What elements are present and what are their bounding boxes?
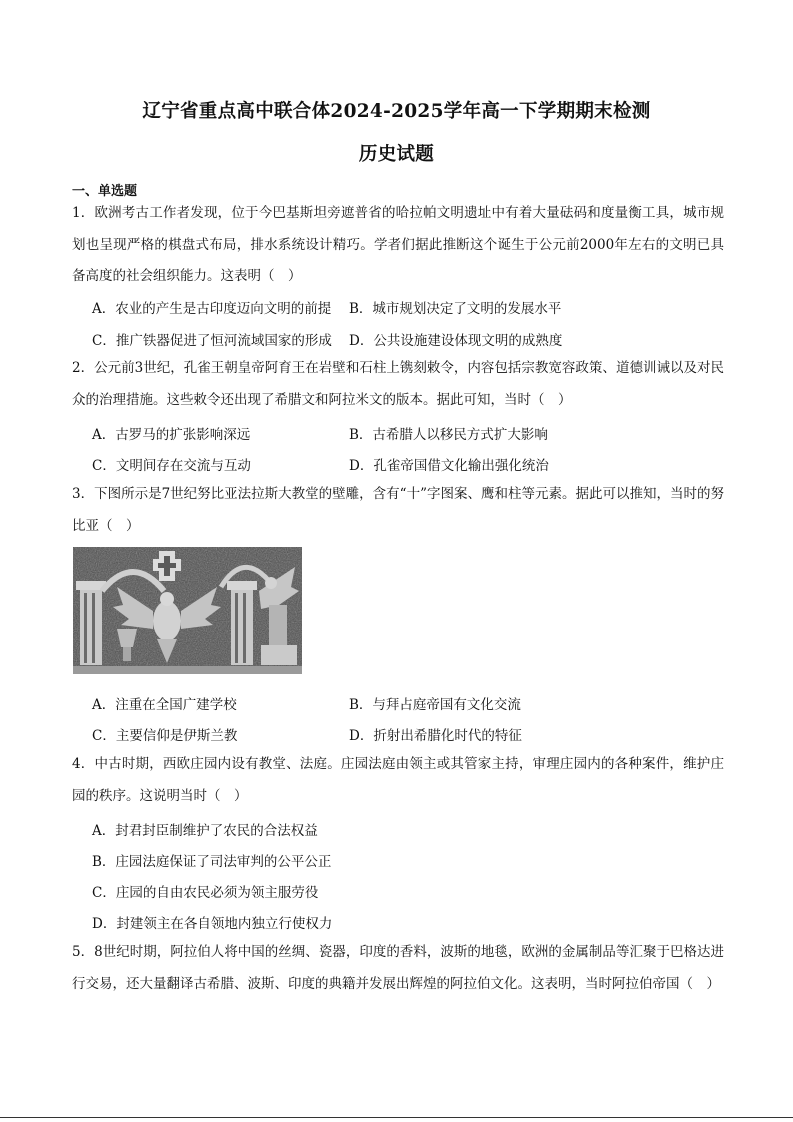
question-4-option-d[interactable]: D．封建领主在各自领地内独立行使权力 (92, 916, 333, 932)
exam-title: 辽宁省重点高中联合体2024-2025学年高一下学期期末检测 (142, 101, 651, 122)
question-2-option-a[interactable]: A．古罗马的扩张影响深远 (92, 427, 251, 443)
question-2-stem: 2．公元前3世纪，孔雀王朝皇帝阿育王在岩壁和石柱上镌刻敕令，内容包括宗教宽容政策、道德训诫以及对民众的治理措施。这些敕令还出现了希腊文和阿拉米文的版本。据此可知，当时（ ） (72, 360, 724, 408)
page-bottom-rule (0, 1117, 793, 1118)
question-1-option-c[interactable]: C．推广铁器促进了恒河流域国家的形成 (92, 333, 332, 349)
question-2-option-d[interactable]: D．孔雀帝国借文化输出强化统治 (349, 458, 549, 474)
exam-subtitle: 历史试题 (358, 144, 435, 165)
question-3-stem: 3．下图所示是7世纪努比亚法拉斯大教堂的壁雕，含有“十”字图案、鹰和柱等元素。据此可以推知，当时的努比亚（ ） (72, 486, 724, 534)
question-3-option-d[interactable]: D．折射出希腊化时代的特征 (349, 728, 522, 744)
question-2-option-c[interactable]: C．文明间存在交流与互动 (92, 458, 251, 474)
church-relief-image (73, 547, 302, 674)
question-3-option-c[interactable]: C．主要信仰是伊斯兰教 (92, 728, 238, 744)
question-4-option-c[interactable]: C．庄园的自由农民必须为领主服劳役 (92, 885, 319, 901)
question-1-stem: 1．欧洲考古工作者发现，位于今巴基斯坦旁遮普省的哈拉帕文明遗址中有着大量砝码和度量衡工具，城市规划也呈现严格的棋盘式布局，排水系统设计精巧。学者们据此推断这个诞生于公元前2000年左右的文明已具备高度的社会组织能力。这表明（ ） (72, 205, 724, 284)
question-1-option-b[interactable]: B．城市规划决定了文明的发展水平 (349, 301, 562, 317)
question-1-option-a[interactable]: A．农业的产生是古印度迈向文明的前提 (92, 301, 332, 317)
question-4-stem: 4．中古时期，西欧庄园内设有教堂、法庭。庄园法庭由领主或其管家主持，审理庄园内的各种案件，维护庄园的秩序。这说明当时（ ） (72, 756, 724, 804)
question-3-option-a[interactable]: A．注重在全国广建学校 (92, 697, 237, 713)
question-5-stem: 5．8世纪时期，阿拉伯人将中国的丝绸、瓷器，印度的香料，波斯的地毯，欧洲的金属制品等汇聚于巴格达进行交易，还大量翻译古希腊、波斯、印度的典籍并发展出辉煌的阿拉伯文化。这表明，当时阿拉伯帝国（ ） (72, 944, 724, 992)
question-4-option-b[interactable]: B．庄园法庭保证了司法审判的公平公正 (92, 854, 332, 870)
question-1-option-d[interactable]: D．公共设施建设体现文明的成熟度 (349, 333, 563, 349)
question-2-option-b[interactable]: B．古希腊人以移民方式扩大影响 (349, 427, 548, 443)
section-label: 一、单选题 (72, 184, 138, 199)
question-4-option-a[interactable]: A．封君封臣制维护了农民的合法权益 (92, 823, 318, 839)
question-3-option-b[interactable]: B．与拜占庭帝国有文化交流 (349, 697, 521, 713)
